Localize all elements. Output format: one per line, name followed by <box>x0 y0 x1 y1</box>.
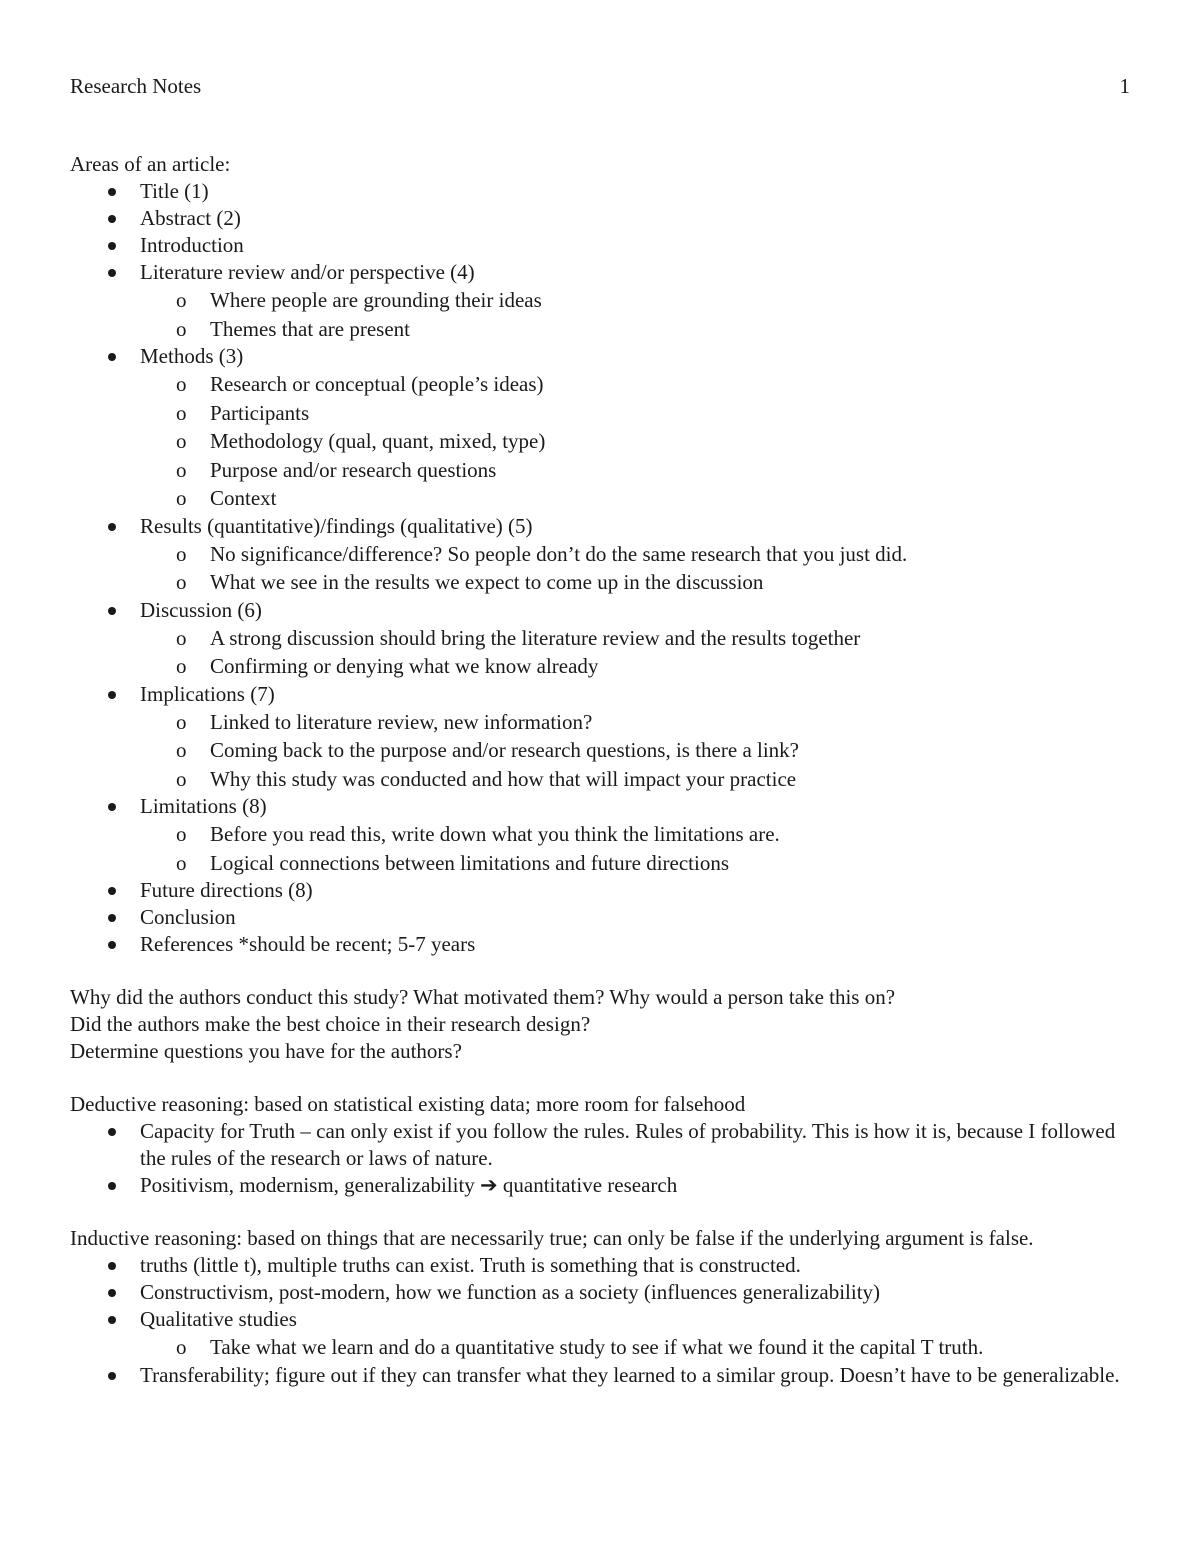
bullet-icon <box>108 607 116 615</box>
list-item <box>70 931 1130 958</box>
bullet-icon <box>108 188 116 196</box>
sub-bullet-icon: o <box>176 541 187 566</box>
list-item <box>70 681 1130 794</box>
sub-list-item-text: Participants <box>210 400 310 425</box>
inductive-heading: Inductive reasoning: based on things that are necessarily true; can only be false if the underlying argument is false. <box>70 1226 1034 1250</box>
areas-heading: Areas of an article: <box>70 152 231 176</box>
sub-bullet-icon: o <box>176 316 187 341</box>
sub-list-item <box>140 652 1130 681</box>
sub-list-item <box>140 286 1130 315</box>
sub-list <box>140 540 1130 597</box>
list-item <box>70 178 1130 205</box>
sub-list <box>140 370 1130 513</box>
bullet-icon <box>108 1128 116 1136</box>
list-item-text: Abstract (2) <box>140 206 241 230</box>
list-item-text: Positivism, modernism, generalizability ➔ quantitative research <box>140 1173 678 1197</box>
deductive-list <box>70 1118 1130 1199</box>
sub-list-item <box>140 849 1130 878</box>
sub-bullet-icon: o <box>176 372 187 396</box>
sub-bullet-icon: o <box>176 400 187 425</box>
list-item <box>70 1306 1130 1362</box>
sub-list-item <box>140 708 1130 737</box>
sub-list-item <box>140 427 1130 456</box>
sub-list-item <box>140 484 1130 513</box>
sub-list-item-text: What we see in the results we expect to come up in the discussion <box>210 570 764 594</box>
document-body <box>70 151 1130 1389</box>
sub-list-item <box>140 568 1130 597</box>
sub-bullet-icon: o <box>176 1335 187 1359</box>
sub-bullet-icon: o <box>176 850 187 875</box>
inductive-list <box>70 1252 1130 1389</box>
deductive-heading: Deductive reasoning: based on statistical existing data; more room for falsehood <box>70 1092 746 1116</box>
bullet-icon <box>108 1316 116 1324</box>
bullet-icon <box>108 523 116 531</box>
sub-list-item-text: Research or conceptual (people’s ideas) <box>210 372 544 396</box>
list-item <box>70 205 1130 232</box>
list-item-text: Limitations (8) <box>140 794 267 818</box>
sub-bullet-icon: o <box>176 457 187 482</box>
sub-list-item-text: Context <box>210 486 277 510</box>
sub-list-item-text: Purpose and/or research questions <box>210 457 497 482</box>
sub-list <box>140 708 1130 794</box>
list-item-text: Constructivism, post-modern, how we function as a society (influences generalizability) <box>140 1280 881 1304</box>
bullet-icon <box>108 353 116 361</box>
sub-list-item <box>140 765 1130 794</box>
sub-bullet-icon: o <box>176 625 187 650</box>
list-item-text: Title (1) <box>140 179 209 203</box>
bullet-icon <box>108 1289 116 1297</box>
bullet-icon <box>108 269 116 277</box>
list-item-text: Qualitative studies <box>140 1307 297 1331</box>
sub-bullet-icon: o <box>176 429 187 453</box>
bullet-icon <box>108 914 116 922</box>
sub-list-item-text: Where people are grounding their ideas <box>210 288 542 312</box>
sub-list <box>140 820 1130 877</box>
list-item-text: Transferability; figure out if they can transfer what they learned to a similar group. Doesn’t have to be generalizable. <box>140 1362 1120 1387</box>
bullet-icon <box>108 691 116 699</box>
list-item <box>70 513 1130 597</box>
sub-list-item <box>140 540 1130 569</box>
list-item <box>70 793 1130 877</box>
list-item <box>70 1252 1130 1279</box>
sub-bullet-icon: o <box>176 486 187 510</box>
page-header <box>70 72 1130 100</box>
list-item-text: Results (quantitative)/findings (qualitative) (5) <box>140 513 533 538</box>
bullet-icon <box>108 1262 116 1270</box>
question-line: Did the authors make the best choice in their research design? <box>70 1012 591 1036</box>
list-item-text: truths (little t), multiple truths can exist. Truth is something that is constructed. <box>140 1253 801 1277</box>
sub-list-item-text: Linked to literature review, new information? <box>210 709 593 734</box>
sub-list-item-text: Themes that are present <box>210 316 410 341</box>
list-item-text: Implications (7) <box>140 681 275 706</box>
sub-list-item-text: Coming back to the purpose and/or research questions, is there a link? <box>210 738 800 762</box>
sub-bullet-icon: o <box>176 822 187 846</box>
bullet-icon <box>108 215 116 223</box>
sub-list-item-text: A strong discussion should bring the literature review and the results together <box>210 625 861 650</box>
bullet-icon <box>108 242 116 250</box>
sub-list-item-text: Take what we learn and do a quantitative study to see if what we found it the capital T truth. <box>210 1335 984 1359</box>
sub-list-item <box>140 370 1130 399</box>
sub-list-item <box>140 1333 1130 1362</box>
areas-list <box>70 178 1130 958</box>
bullet-icon <box>108 1182 116 1190</box>
list-item <box>70 1362 1130 1389</box>
sub-list <box>140 1333 1130 1362</box>
sub-list-item <box>140 736 1130 765</box>
sub-list-item <box>140 315 1130 344</box>
bullet-icon <box>108 887 116 895</box>
list-item-text: Literature review and/or perspective (4) <box>140 260 475 284</box>
question-line: Why did the authors conduct this study? What motivated them? Why would a person take this on? <box>70 985 896 1009</box>
list-item <box>70 597 1130 681</box>
bullet-icon <box>108 941 116 949</box>
sub-bullet-icon: o <box>176 766 187 791</box>
sub-bullet-icon: o <box>176 654 187 678</box>
sub-list-item-text: Confirming or denying what we know already <box>210 654 599 678</box>
list-item <box>70 904 1130 931</box>
sub-list <box>140 624 1130 681</box>
list-item <box>70 877 1130 904</box>
sub-list-item-text: Logical connections between limitations and future directions <box>210 850 730 875</box>
question-line: Determine questions you have for the authors? <box>70 1039 462 1063</box>
list-item-text: Introduction <box>140 233 244 257</box>
bullet-icon <box>108 1372 116 1380</box>
sub-list <box>140 286 1130 343</box>
bullet-icon <box>108 803 116 811</box>
list-item <box>70 1172 1130 1199</box>
sub-list-item <box>140 399 1130 428</box>
running-head-title: Research Notes <box>70 74 202 98</box>
list-item-text: Future directions (8) <box>140 878 313 902</box>
list-item <box>70 1118 1130 1172</box>
questions-block <box>70 984 1130 1065</box>
list-item <box>70 1279 1130 1306</box>
list-item-text: Conclusion <box>140 905 236 929</box>
list-item <box>70 232 1130 259</box>
list-item <box>70 343 1130 513</box>
sub-bullet-icon: o <box>176 570 187 594</box>
sub-list-item-text: No significance/difference? So people don’t do the same research that you just did. <box>210 541 908 566</box>
sub-bullet-icon: o <box>176 709 187 734</box>
sub-bullet-icon: o <box>176 288 187 312</box>
list-item <box>70 259 1130 343</box>
sub-list-item-text: Methodology (qual, quant, mixed, type) <box>210 429 546 453</box>
page-number: 1 <box>1119 74 1130 98</box>
sub-list-item <box>140 820 1130 849</box>
sub-list-item <box>140 456 1130 485</box>
sub-bullet-icon: o <box>176 738 187 762</box>
list-item-text: Capacity for Truth – can only exist if you follow the rules. Rules of probability. This is how it is, because I followed the rules of the research or laws of nature. <box>140 1119 1116 1170</box>
sub-list-item-text: Why this study was conducted and how that will impact your practice <box>210 766 797 791</box>
list-item-text: Methods (3) <box>140 344 244 368</box>
list-item-text: Discussion (6) <box>140 597 262 622</box>
sub-list-item <box>140 624 1130 653</box>
list-item-text: References *should be recent; 5-7 years <box>140 932 476 956</box>
sub-list-item-text: Before you read this, write down what you think the limitations are. <box>210 822 780 846</box>
